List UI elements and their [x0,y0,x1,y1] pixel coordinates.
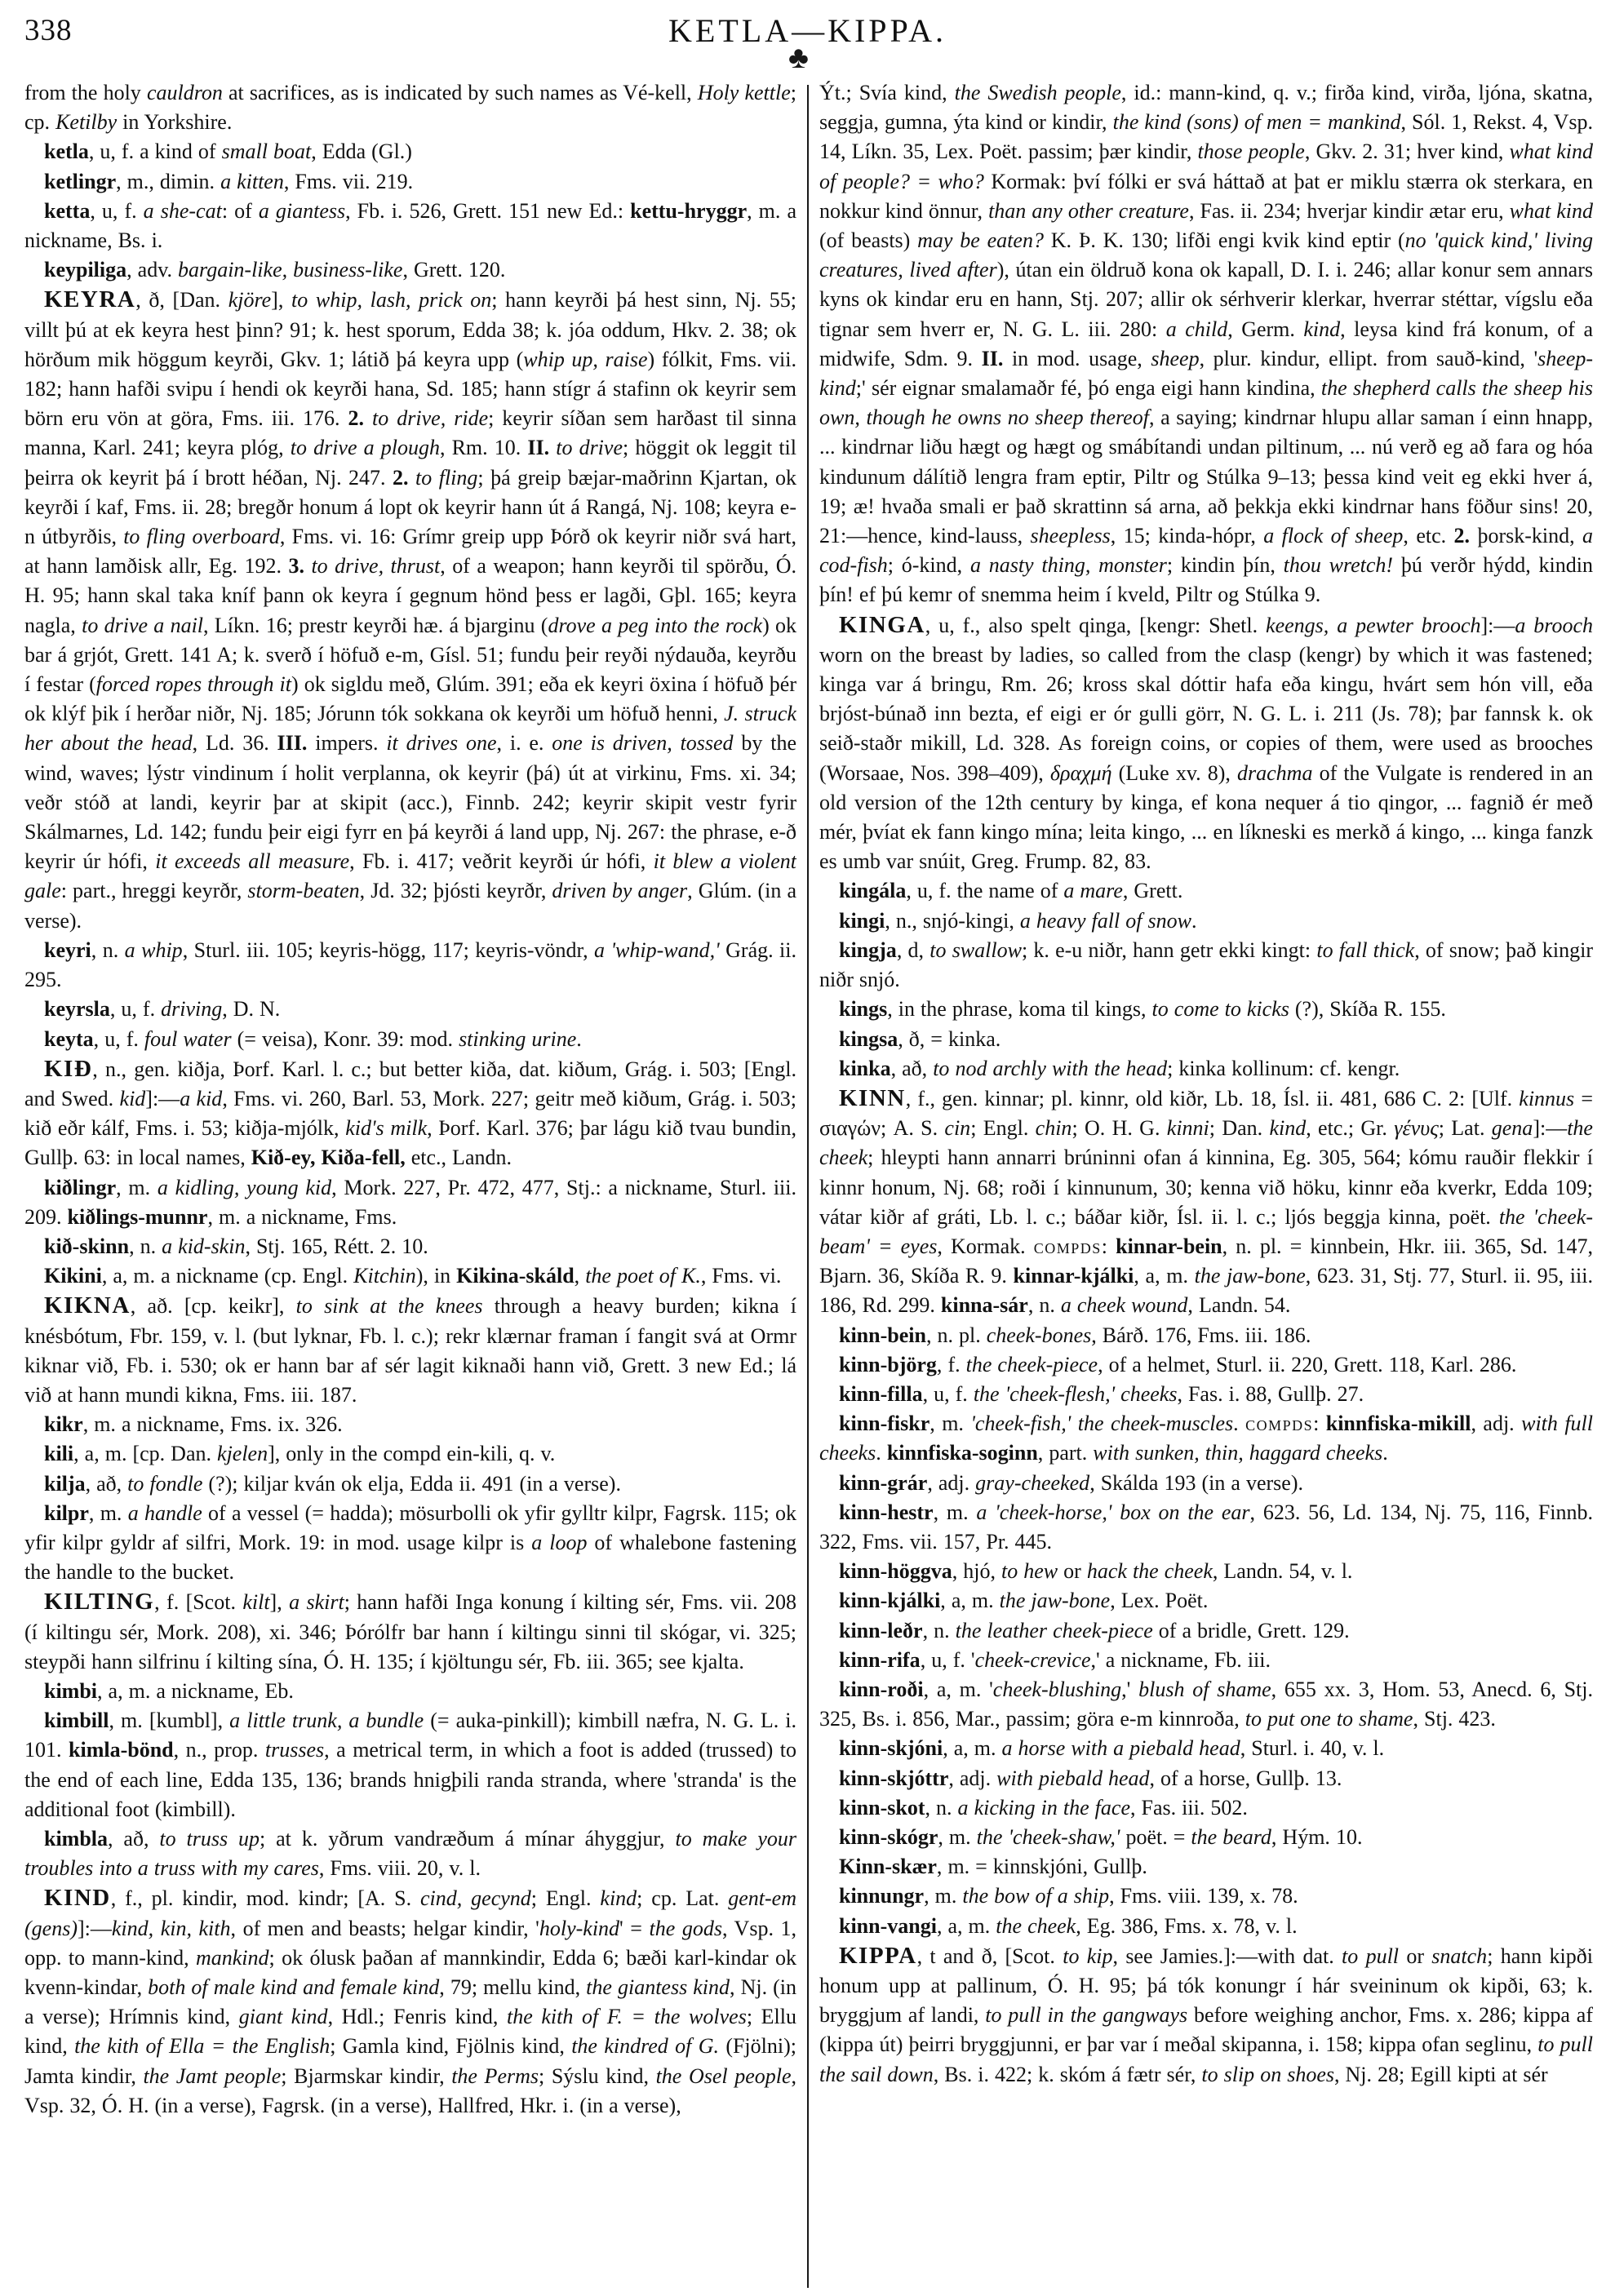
text-run: cheek-bones [986,1323,1092,1347]
text-run: to drive a nail [82,613,204,637]
text-run: Ketilby [55,110,118,135]
entry-kinnhestr: kinn-hestr, m. a 'cheek-horse,' box on the ear, 623. 56, Ld. 134, Nj. 75, 116, Finnb. 322, Fms. vii. 157, Pr. 445. [819,1500,1593,1554]
text-run: 2. [348,406,365,431]
entry-kinnkjalki: kinn-kjálki, a, m. the jaw-bone, Lex. Poët. [839,1589,1209,1613]
text-run: drachma [1237,760,1313,785]
text-run: what kind [1509,198,1593,223]
text-run: kið-skinn [44,1234,130,1258]
entry-keyrsla: keyrsla, u, f. driving, D. N. [44,997,281,1022]
entry-kinnungr: kinnungr, m. the bow of a ship, Fms. viii. 139, x. 78. [839,1884,1298,1908]
entry-keypiliga: keypiliga, adv. bargain-like, business-like, Grett. 120. [44,258,506,282]
text-run: to swallow [930,937,1022,962]
text-run: a 'whip-wand,' [594,937,720,962]
text-run: kinn-skógr [839,1824,938,1849]
text-run: drove a peg into the rock [548,613,763,637]
text-run: KIKNA [44,1292,131,1319]
text-run: KEYRA [44,286,136,313]
right-column [819,78,1593,2289]
text-run: with full cheeks [819,1412,1593,1465]
text-run: blush of shame [1138,1677,1271,1701]
text-run: kinnfiska-soginn [886,1441,1038,1465]
text-run: kinn-fiskr [839,1412,930,1436]
left-column [24,78,796,2289]
entry-kinka: kinka, að, to nod archly with the head; kinka kollinum: cf. kengr. [839,1056,1400,1080]
text-run: Kitchin [353,1264,416,1288]
text-run: a kid [180,1086,223,1110]
text-run: kinnungr [839,1884,925,1908]
text-run: a skirt [289,1590,344,1615]
entry-kinnfiskr: kinn-fiskr, m. 'cheek-fish,' the cheek-muscles. compds: kinnfiska-mikill, adj. with full cheeks. kinnfiska-soginn, part. with sunken, thin, haggard cheeks. [819,1412,1593,1465]
text-run: keyrsla [44,997,110,1022]
text-run: keyri [44,937,91,962]
text-run: the cheek [819,1116,1593,1170]
text-run: to pull the sail down [819,2032,1593,2086]
text-run: to fling overboard [123,525,280,549]
text-run: kilja [44,1471,86,1496]
text-run: kiðlingr [44,1175,117,1199]
text-run: kinn-hestr [839,1500,934,1524]
entry-kid: KIÐ, n., gen. kiðja, Þorf. Karl. l. c.; but better kiða, dat. kiðum, Grág. i. 503; [Engl. and Swed. kid]:—a kid, Fms. vi. 260, Barl. 53, Mork. 227; geitr með kiðum, Grág. i. 503; kið eðr kálf, Fms. i. 53; kiðja-mjólk, kid's milk, Þorf. Karl. 376; þar lágu kið tvau bundin, Gullþ. 63: in local names, Kið-ey, Kiða-fell, etc., Landn. [24,1055,796,1170]
text-run: to pull in the gangways [985,2003,1188,2028]
text-run: kinka [839,1056,891,1080]
text-run: KIPPA [839,1942,917,1969]
entry-kilting: KILTING, f. [Scot. kilt], a skirt; hann hafði Inga konung í kilting sér, Fms. vii. 208 (í kiltingu sér, Mork. 208), xi. 346; Þórólfr bar hann í kiltingu sinni til skógar, vi. 325; steypði hann silfrinu í kilting sína, Ó. H. 135; í kjöltungu sér, Fb. iii. 365; see kjalta. [24,1589,796,1673]
text-run: one is driven, tossed [552,731,734,756]
text-run: to come to kicks [1151,997,1289,1022]
text-run: driving [161,997,223,1022]
text-run: to put one to shame [1245,1707,1413,1731]
text-run: δραχμή [1049,760,1112,785]
text-run: the shepherd calls the sheep his own, though he owns no sheep thereof [819,376,1593,430]
page-number: 338 [24,14,73,47]
text-run: to kip [1063,1944,1113,1968]
text-run: the kith of F. = the wolves [507,2005,747,2029]
text-run: kind [1303,317,1341,341]
entry-kingja: kingja, d, to swallow; k. e-u niðr, hann getr ekki kingt: to fall thick, of snow; það kingir niðr snjó. [819,937,1593,992]
text-run: kingja [839,937,897,962]
text-run: gena [1491,1116,1533,1141]
text-run: keyta [44,1026,94,1051]
text-run: hack the cheek [1086,1559,1213,1584]
text-run: kid [119,1086,146,1110]
entry-kinnskot: kinn-skot, n. a kicking in the face, Fas. iii. 502. [839,1795,1248,1820]
text-run: kingála [839,879,907,903]
text-run: sheepless [1030,524,1111,548]
entry-kinnrifa: kinn-rifa, u, f. 'cheek-crevice,' a nickname, Fb. iii. [839,1647,1271,1672]
entry-keyra: KEYRA, ð, [Dan. kjöre], to whip, lash, prick on; hann keyrði þá hest sinn, Nj. 55; villt þú at ek keyra hest þinn? 91; k. hest sporum, Edda 38; k. jóa oddum, Hkv. 2. 38; ok hörðum mik höggum keyrði, Gkv. 1; látið þá keyra upp (whip up, raise) fólkit, Fms. vii. 182; hann hafði svipu í hendi ok keyrði hana, Sd. 185; hann stígr á stafinn ok keyrir sem börn eru vön at göra, Fms. iii. 176. 2. to drive, ride; keyrir síðan sem harðast til sinna manna, Karl. 241; keyra plóg, to drive a plough, Rm. 10. II. to drive; höggit ok leggit til þeirra ok keyrit þá í brott héðan, Nj. 247. 2. to fling; þá greip bæjar-maðrinn Kjartan, ok keyrði í kaf, Fms. ii. 28; bregðr honum á lopt ok keyrir hann út á Rangá, Nj. 108; keyra e-n útbyrðis, to fling overboard, Fms. vi. 16: Grímr greip upp Þórð ok keyrir niðr svá hart, at hann lamðisk allr, Eg. 192. 3. to drive, thrust, of a weapon; hann keyrði til spörðu, Ó. H. 95; hann skal taka kníf þann ok keyra í gegnum hönd þess er lagði, Gþl. 165; keyra nagla, to drive a nail, Líkn. 16; prestr keyrði hæ. á bjarginu (drove a peg into the rock) ok bar á grjót, Grett. 141 A; k. sverð í höfuð e-m, Gísl. 51; fundu þeir reyði nýdauða, keyrðu í festar (forced ropes through it) ok sigldu með, Glúm. 391; eða ek keyri öxina í höfuð þér ok klýf þik í herðar niðr, Nj. 185; Jórunn tók sokkana ok keyrði um höfuð henni, J. struck her about the head, Ld. 36. III. impers. it drives one, i. e. one is driven, tossed by the wind, waves; lýstr vindinum í holit verplanna, ok keyrir (þá) út at virkinu, Fms. xi. 34; veðr stóð at landi, keyrir þar at skipit (acc.), Finnb. 242; keyrir skipit vestr fyrir Skálmarnes, Ld. 142; fundu þeir eigi fyrr en þá keyrði á land upp, Nj. 267: the phrase, e-ð keyrir úr hófi, it exceeds all measure, Fb. i. 417; veðrit keyrði úr hófi, it blew a violent gale: part., hreggi keyrðr, storm-beaten, Jd. 32; þjósti keyrðr, driven by anger, Glúm. (in a verse). [24,286,796,933]
text-run: small boat [221,140,312,164]
text-run: giant kind [238,2005,328,2029]
text-run: kinn-bein [839,1323,926,1347]
text-run: what kind of people? = who? [819,140,1593,193]
text-run: a flock of sheep [1263,524,1404,548]
text-run: cauldron [146,81,223,104]
text-run: the leather cheek-piece [955,1618,1153,1642]
text-run: kinnus [1519,1086,1575,1110]
text-run: kimla-bönd [69,1738,174,1762]
text-run: kilpr [44,1500,89,1525]
text-run: ketla [44,140,89,164]
entry-kinnhoggva: kinn-höggva, hjó, to hew or hack the cheek, Landn. 54, v. l. [839,1559,1353,1584]
text-run: the cheek [996,1913,1076,1938]
text-run: a heavy fall of snow [1019,908,1191,933]
text-run: the Swedish people [954,81,1121,104]
text-run: kjöre [228,288,272,312]
text-run: the bow of a ship [962,1884,1110,1908]
text-run: III. [277,731,308,756]
text-run: the jaw-bone [1194,1264,1306,1288]
text-run: Kikini [44,1264,102,1288]
text-run: KIÐ [44,1055,93,1082]
text-run: II. [981,346,1004,370]
text-run: snatch [1431,1944,1488,1968]
text-run: J. struck her about the head [24,702,796,756]
text-run: a loop [531,1530,588,1554]
text-run: bargain-like, business-like [178,258,403,282]
text-run: cheek-blushing [992,1677,1122,1701]
text-run: with sunken, thin, haggard cheeks [1093,1441,1383,1465]
text-run: a brooch [1515,613,1593,637]
text-run: driven by anger [552,879,688,903]
entry-kippa: KIPPA, t and ð, [Scot. to kip, see Jamies.]:—with dat. to pull or snatch; hann kipði honum upp at pallinum, Ó. H. 95; þá tók konungr í hár sveininum ok kipði, 63; k. bryggjum af landi, to pull in the gangways before weighing anchor, Fms. x. 286; kippa af (kippa út) þeirri bryggjunni, er þar var í meðal skipanna, i. 158; kippa ofan seglinu, to pull the sail down, Bs. i. 422; k. skóm á fætr sér, to slip on shoes, Nj. 28; Egill kipti at sér [819,1942,1593,2086]
text-run: a 'cheek-horse,' box on the ear [976,1500,1250,1524]
text-run: Kikina-skáld [456,1264,575,1288]
text-run: kinn-rifa [839,1647,921,1672]
entry-kilpr: kilpr, m. a handle of a vessel (= hadda); mösurbolli ok yfir gylltr kilpr, Fagrsk. 115; ok yfir kilpr gyldr af silfri, Mork. 19: in mod. usage kilpr is a loop of whalebone fastening the handle to the bucket. [24,1500,796,1585]
text-run: a cheek wound [1060,1293,1188,1318]
text-run: 2. [1453,524,1471,548]
text-run: a she-cat [143,198,222,223]
text-run: the kith of Ella = the English [74,2034,331,2059]
entry-kinngrar: kinn-grár, adj. gray-cheeked, Skálda 193 (in a verse). [839,1470,1303,1495]
text-run: compds [1033,1234,1102,1258]
text-run: than any other creature [988,198,1189,223]
text-run: cin [944,1116,971,1141]
text-run: 2. [393,465,409,490]
text-run: kettu-hryggr [630,198,748,223]
text-run: a little trunk, a bundle [229,1709,424,1733]
text-run: stinking urine [459,1026,577,1051]
text-run: holy-kind [539,1916,620,1940]
text-run: kid's milk [345,1116,428,1141]
text-run: to drive, ride [372,406,489,431]
text-run: the kindred of G. [571,2034,719,2059]
text-run: kimbill [44,1709,109,1733]
text-run: whip up, raise [523,347,648,371]
text-run: to drive [556,436,623,460]
text-run: the Osel people [655,2063,792,2088]
text-run: it drives one [386,731,497,756]
text-run: the Perms [451,2063,539,2088]
text-run: kikr [44,1412,83,1437]
text-run: thou wretch! [1283,553,1394,578]
column-divider-rule [807,85,809,2288]
text-run: gent-em (gens) [24,1886,796,1940]
entry-kingi: kingi, n., snjó-kingi, a heavy fall of snow. [839,908,1197,933]
text-run: kinn-skot [839,1795,925,1820]
entry-kimbill: kimbill, m. [kumbl], a little trunk, a bundle (= auka-pinkill); kimbill næfra, N. G. L. i. 101. kimla-bönd, n., prop. trusses, a metrical term, in which a foot is added (trussed) to the end of each line, Edda 135, 136; brands hnigþili randa stranda, where 'stranda' is the additional foot (kimbill). [24,1709,796,1821]
entry-kilja: kilja, að, to fondle (?); kiljar kván ok elja, Edda ii. 491 (in a verse). [44,1471,621,1496]
text-run: Kið-ey, Kiða-fell, [251,1146,406,1170]
text-run: it exceeds all measure [155,849,350,874]
text-run: KIND [44,1885,111,1912]
text-run: a giantess [258,198,346,223]
text-run: the 'cheek-flesh,' cheeks [973,1381,1178,1406]
text-run: a cod-fish [819,524,1593,578]
text-run: kili [44,1442,74,1466]
text-run: kinn-björg [839,1352,937,1376]
page-title: KETLA—KIPPA. [668,12,947,49]
text-run: kinn-skjóni [839,1736,943,1761]
text-run: compds [1245,1412,1314,1436]
text-run: ketta [44,198,91,223]
entry-kingsa: kingsa, ð, = kinka. [839,1026,1001,1051]
text-run: kinnar-kjálki [1013,1264,1134,1288]
text-run: the beard [1191,1824,1271,1849]
text-run: kings [839,997,888,1022]
text-run: II. [527,436,550,460]
text-run: to pull [1342,1944,1400,1968]
text-run: to fling [415,465,478,490]
text-run: sheep [1151,346,1200,370]
text-run: gray-cheeked [975,1470,1090,1495]
entry-kinga: KINGA, u, f., also spelt qinga, [kengr: Shetl. keengs, a pewter brooch]:—a brooch worn on the breast by ladies, so called from the clasp (kengr) by which it was fastened; kinga var á bringu, Rm. 26; kross skal dóttir hafa eða kingu, hvárt sem hón vill, eða brjóst-búnað inn bezta, ef eigi er ór gulli görr, N. G. L. i. 211 (Js. 78); þar fannsk k. ok seið-staðr mikill, Ld. 328. As foreign coins, or copies of them, were used as brooches (Worsaae, Nos. 398–409), δραχμή (Luke xv. 8), drachma of the Vulgate is rendered in an old version of the 12th century by kinga, ef kona nequer á tio qingor, ... fagnið ér með mér, þvíat ek fann kingo mína; leita kingo, ... en líkneski es merkð á kingo, ... kinga fanzk es umb var snúit, Greg. Frump. 82, 83. [819,611,1593,874]
entry-kingala: kingála, u, f. the name of a mare, Grett. [839,879,1183,903]
text-run: to make your troubles into a truss with my cares [24,1826,796,1881]
text-run: kind, kin, kith [111,1916,231,1940]
text-run: kimbla [44,1826,109,1851]
text-run: kinn-filla [839,1381,923,1406]
text-run: to nod archly with the head [933,1056,1168,1080]
text-run: the kind (sons) of men = mankind [1112,110,1401,135]
entry-kinn: KINN, f., gen. kinnar; pl. kinnr, old kiðr, Lb. 18, Ísl. ii. 481, 686 C. 2: [Ulf. kinnus = σιαγών; A. S. cin; Engl. chin; O. H. G. kinni; Dan. kind, etc.; Gr. γένυς; Lat. gena]:—the cheek; hleypti hann annarri brúninni ofan á kinnina, Eg. 305, 564; kómu rauðir flekkir í kinnr honum, Nj. 68; roði í kinnunum, 30; kenna við höku, kinnr eða kverkr, Edda 109; vátar kiðr af gráti, Lb. l. c.; báðar kiðr, Ísl. ii. l. c.; ljós beggja kinna, poët. the 'cheek-beam' = eyes, Kormak. compds: kinnar-bein, n. pl. = kinnbein, Hkr. iii. 365, Sd. 147, Bjarn. 36, Skíða R. 9. kinnar-kjálki, a, m. the jaw-bone, 623. 31, Stj. 77, Sturl. ii. 95, iii. 186, Rd. 299. kinna-sár, n. a cheek wound, Landn. 54. [819,1084,1593,1318]
text-run: to slip on shoes [1201,2062,1334,2086]
text-run: keypiliga [44,258,127,282]
entry-kinnskjoni: kinn-skjóni, a, m. a horse with a piebald head, Sturl. i. 40, v. l. [839,1736,1385,1761]
text-run: keengs, a pewter brooch [1266,613,1481,637]
entry-kikna: KIKNA, að. [cp. keikr], to sink at the knees through a heavy burden; kikna í knésbótum, Fbr. 159, v. l. (but lyknar, Fb. l. c.); rekr klærnar framan í fangit svá at Ormr kiknar við, Fb. i. 530; ok er hann bar af sér lagit kiknaði hann við, Grett. 3 new Ed.; lá við at hann mundi kikna, Fms. iii. 187. [24,1292,796,1407]
text-run: sheep-kind [819,346,1593,401]
text-run: a kicking in the face [957,1795,1130,1820]
text-run: forced ropes through it [95,672,291,697]
text-run: a handle [127,1500,202,1525]
text-run: kinni [1166,1116,1209,1141]
entry-kimbi: kimbi, a, m. a nickname, Eb. [44,1678,294,1703]
text-run: those people [1197,140,1305,164]
text-run: chin [1035,1116,1072,1141]
text-run: kinn-leðr [839,1618,923,1642]
text-run: to fall thick [1316,937,1415,962]
text-run: the 'cheek-shaw,' [976,1824,1120,1849]
text-run: kinnar-bein [1116,1234,1222,1258]
entry-keyta: keyta, u, f. foul water (= veisa), Konr. 39: mod. stinking urine. [44,1026,582,1051]
text-run: ketlingr [44,169,117,193]
entry-keyri: keyri, n. a whip, Sturl. iii. 105; keyris-högg, 117; keyris-vöndr, a 'whip-wand,' Grág. ii. 295. [24,937,796,992]
entry-kinnrodi: kinn-roði, a, m. 'cheek-blushing,' blush of shame, 655 xx. 3, Hom. 53, Anecd. 6, Stj. 325, Bs. i. 856, Mar., passim; göra e-m kinnroða, to put one to shame, Stj. 423. [819,1677,1593,1731]
text-run: a kidling, young kid [157,1175,332,1199]
entry-kind-continuation: Ýt.; Svía kind, the Swedish people, id.: mann-kind, q. v.; firða kind, virða, ljóna, skatna, seggja, gumna, ýta kind or kindir, the kind (sons) of men = mankind, Sól. 1, Rekst. 4, Vsp. 14, Líkn. 35, Lex. Poët. passim; þær kindir, those people, Gkv. 2. 31; hver kind, what kind of people? = who? Kormak: því fólki er svá háttað at þat er miklu stærra ok sterkara, en nokkur kind önnur, than any other creature, Fas. ii. 234; hverjar kindir ætar eru, what kind (of beasts) may be eaten? K. Þ. K. 130; lifði engi kvik kind eptir (no 'quick kind,' living creatures, lived after), útan ein öldruð kona ok kapall, D. I. i. 246; allar konur sem annars kyns ok kindar eru en hann, Stj. 207; allir ok sérhverir klerkar, hverrar stéttar, vígslu eða tignar sem hverr er, N. G. L. iii. 280: a child, Germ. kind, leysa kind frá konum, of a midwife, Sdm. 9. II. in mod. usage, sheep, plur. kindur, ellipt. from sauð-kind, 'sheep-kind;' sér eignar smalamaðr fé, þó enga eigi hann kindina, the shepherd calls the sheep his own, though he owns no sheep thereof, a saying; kindrnar hlupu allar saman í einn hnapp, ... kindrnar liðu hægt og hægt og smábítandi undan piltinum, ... nú verð eg að fara og hóa kindunum dálítið lengra fram eptir, Piltr og Stúlka 9–13; þessa kind veit eg ekki hver á, 19; æ! hvaða smali er það skrattinn sá arna, að þekkja ekki kindrnar hans föður sins! 20, 21:—hence, kind-lauss, sheepless, 15; kinda-hópr, a flock of sheep, etc. 2. þorsk-kind, a cod-fish; ó-kind, a nasty thing, monster; kindin þín, thou wretch! þú verðr hýdd, kindin þín! ef þú kemr of snemma heim í kveld, Piltr og Stúlka 9. [819,81,1593,607]
text-run: kinn-roði [839,1677,924,1701]
entry-kimbla: kimbla, að, to truss up; at k. yðrum vandræðum á mínar áhyggjur, to make your troubles into a truss with my cares, Fms. viii. 20, v. l. [24,1826,796,1881]
text-run: kinn-kjálki [839,1589,941,1613]
text-run: a whip [124,937,183,962]
text-run: a nasty thing, monster [969,553,1167,578]
text-run: kingsa [839,1026,898,1051]
text-run: kinn-grár [839,1470,928,1495]
text-run: kimbi [44,1678,98,1703]
trefoil-ornament-icon: ♣ [788,41,809,75]
text-run: to drive, thrust [311,554,441,578]
text-run: the giantess kind [586,1975,730,1999]
entry-continuation-ketill: from the holy cauldron at sacrifices, as is indicated by such names as Vé-kell, Holy kettle; cp. Ketilby in Yorkshire. [24,81,796,135]
entry-kind: KIND, f., pl. kindir, mod. kindr; [A. S. cind, gecynd; Engl. kind; cp. Lat. gent-em (gens)]:—kind, kin, kith, of men and beasts; helgar kindir, 'holy-kind' = the gods, Vsp. 1, opp. to mann-kind, mankind; ok ólusk þaðan af mannkindir, Edda 6; bæði karl-kindar ok kvenn-kindar, both of male kind and female kind, 79; mellu kind, the giantess kind, Nj. (in a verse); Hrímnis kind, giant kind, Hdl.; Fenris kind, the kith of F. = the wolves; Ellu kind, the kith of Ella = the English; Gamla kind, Fjölnis kind, the kindred of G. (Fjölni); Jamta kindir, the Jamt people; Bjarmskar kindir, the Perms; Sýslu kind, the Osel people, Vsp. 32, Ó. H. (in a verse), Fagrsk. (in a verse), Hallfred, Hkr. i. (in a verse), [24,1885,796,2117]
entry-kidskinn: kið-skinn, n. a kid-skin, Stj. 165, Rétt. 2. 10. [44,1234,428,1258]
text-run: the Jamt people [143,2063,282,2088]
text-run: KINGA [839,611,925,638]
text-run: KILTING [44,1589,155,1616]
text-run: kind [1269,1116,1307,1141]
text-run: kilt [242,1590,270,1615]
text-run: cind, gecynd [420,1886,531,1911]
entry-kikini: Kikini, a, m. a nickname (cp. Engl. Kitchin), in Kikina-skáld, the poet of K., Fms. vi. [44,1264,782,1288]
entry-kinnskogr: kinn-skógr, m. the 'cheek-shaw,' poët. = the beard, Hým. 10. [839,1824,1363,1849]
text-run: the cheek-piece [965,1352,1098,1376]
text-run: kind [600,1886,637,1911]
text-run: the 'cheek-beam' = eyes [819,1204,1593,1258]
text-run: a kitten [220,169,284,193]
text-run: with piebald head [996,1766,1150,1790]
text-run: it blew a violent gale [24,849,796,903]
text-run: trusses [264,1738,325,1762]
text-run: cheek-crevice [974,1647,1091,1672]
entry-kinnskaer: Kinn-skær, m. = kinnskjóni, Gullþ. [839,1855,1147,1879]
entry-kidlingr: kiðlingr, m. a kidling, young kid, Mork. 227, Pr. 472, 477, Stj.: a nickname, Sturl. iii. 209. kiðlings-munnr, m. a nickname, Fms. [24,1175,796,1229]
text-run: may be eaten? [917,228,1044,253]
text-run: kinna-sár [940,1293,1028,1318]
entry-kinnledr: kinn-leðr, n. the leather cheek-piece of a bridle, Grett. 129. [839,1618,1350,1642]
text-run: kinn-vangi [839,1913,937,1938]
text-run: the jaw-bone [999,1589,1111,1613]
text-run: 3. [288,554,304,578]
text-run: a mare [1063,879,1123,903]
entry-kinnfilla: kinn-filla, u, f. the 'cheek-flesh,' cheeks, Fas. i. 88, Gullþ. 27. [839,1381,1364,1406]
text-run: kinn-höggva [839,1559,952,1584]
text-run: to drive a plough [290,436,440,460]
text-run: KINN [839,1084,906,1111]
text-run: to whip, lash, prick on [291,288,492,312]
entry-ketla: ketla, u, f. a kind of small boat, Edda (Gl.) [44,140,412,164]
text-run: a kid-skin [162,1234,246,1258]
text-run: a horse with a piebald head [1001,1736,1240,1761]
entry-ketlingr: ketlingr, m., dimin. a kitten, Fms. vii. 219. [44,169,414,193]
text-run: the gods [649,1916,722,1940]
text-run: to fondle [127,1471,203,1496]
text-run: kinnfiska-mikill [1325,1412,1471,1436]
entry-kinnbjorg: kinn-björg, f. the cheek-piece, of a helmet, Sturl. ii. 220, Grett. 118, Karl. 286. [839,1352,1517,1376]
text-run: kingi [839,908,885,933]
text-run: Holy kettle [697,81,791,104]
entry-kinnskjottr: kinn-skjóttr, adj. with piebald head, of a horse, Gullþ. 13. [839,1766,1342,1790]
text-run: to truss up [159,1826,260,1851]
text-run: kinn-skjóttr [839,1766,949,1790]
text-run: no 'quick kind,' living creatures, lived after [819,228,1593,282]
text-run: mankind [195,1945,269,1970]
text-run: to hew [1001,1559,1058,1584]
text-run: kjelen [217,1442,268,1466]
text-run: both of male kind and female kind [148,1975,440,1999]
text-run: γένυς [1394,1116,1439,1141]
entry-kili: kili, a, m. [cp. Dan. kjelen], only in the compd ein-kili, q. v. [44,1442,556,1466]
text-run: a child [1165,317,1228,341]
text-run: the poet of K. [585,1264,701,1288]
entry-kings: kings, in the phrase, koma til kings, to come to kicks (?), Skíða R. 155. [839,997,1446,1022]
text-run: storm-beaten [247,879,360,903]
text-run: 'cheek-fish,' the cheek-muscles [970,1412,1234,1436]
text-run: kiðlings-munnr [67,1204,208,1229]
text-run: Kinn-skær [839,1855,937,1879]
entry-kikr: kikr, m. a nickname, Fms. ix. 326. [44,1412,343,1437]
text-run: foul water [144,1026,232,1051]
entry-kinnvangi: kinn-vangi, a, m. the cheek, Eg. 386, Fms. x. 78, v. l. [839,1913,1298,1938]
text-run: to sink at the knees [295,1294,483,1319]
entry-ketta: ketta, u, f. a she-cat: of a giantess, Fb. i. 526, Grett. 151 new Ed.: kettu-hryggr, m. a nickname, Bs. i. [24,198,796,253]
entry-kinnbein: kinn-bein, n. pl. cheek-bones, Bárð. 176, Fms. iii. 186. [839,1323,1311,1347]
